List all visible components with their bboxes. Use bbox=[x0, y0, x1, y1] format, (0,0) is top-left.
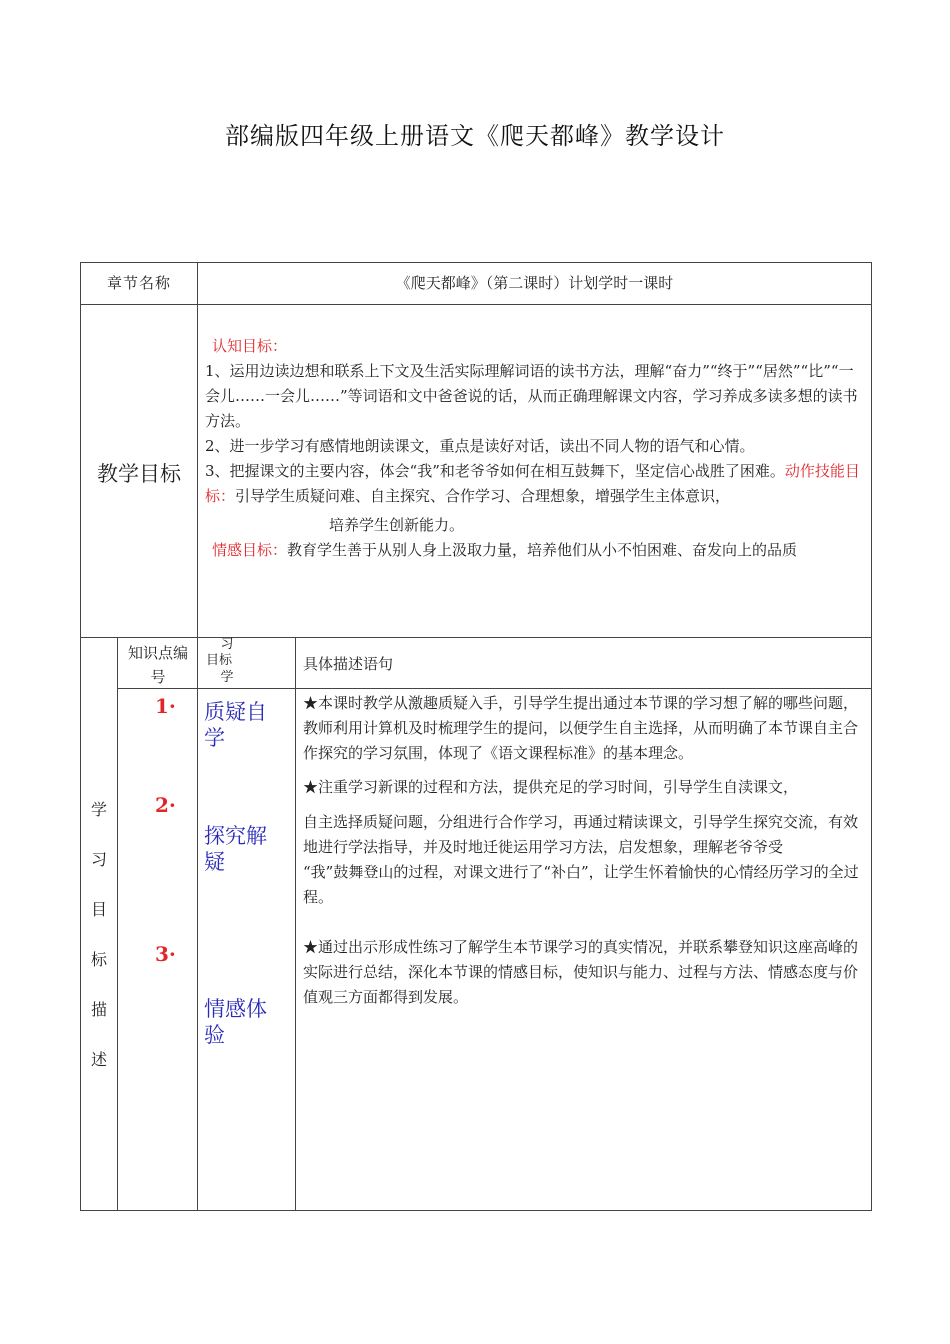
header-knowledge-point: 知识点编号 bbox=[128, 644, 189, 686]
table-divider bbox=[197, 637, 198, 1211]
motor-goal-text: 引导学生质疑问难、自主探究、合作学习、合理想象，增强学生主体意识， bbox=[235, 487, 731, 505]
knowledge-point-3: 情感体验 bbox=[204, 997, 267, 1047]
table-border-bottom bbox=[80, 1210, 872, 1211]
knowledge-number-2: 2· bbox=[155, 793, 176, 817]
table-divider bbox=[295, 637, 296, 1211]
emotion-goal-label: 情感目标： bbox=[212, 541, 288, 559]
side-label-char: 述 bbox=[90, 1050, 107, 1069]
cognitive-goal-label: 认知目标： bbox=[212, 337, 288, 355]
header-description: 具体描述语句 bbox=[303, 655, 394, 673]
side-label-char: 学 bbox=[90, 800, 107, 819]
table-border-top bbox=[80, 262, 872, 263]
header-level-bottom: 学 bbox=[220, 670, 234, 685]
chapter-label: 章节名称 bbox=[106, 274, 171, 292]
side-label-char: 目 bbox=[90, 900, 107, 919]
knowledge-number-1: 1· bbox=[155, 694, 176, 718]
header-level-mid: 目标 bbox=[205, 653, 232, 668]
table-border-right bbox=[871, 262, 872, 1211]
table-divider bbox=[197, 262, 198, 638]
descriptions bbox=[303, 691, 865, 1018]
knowledge-number-3: 3· bbox=[155, 942, 176, 966]
motor-goal-continuation: 培养学生创新能力。 bbox=[329, 516, 465, 534]
description-3: ★通过出示形成性练习了解学生本节课学习的真实情况，并联系攀登知识这座高峰的实际进行总结，深化本节课的情感目标，使知识与能力、过程与方法、情感态度与价值观三方面都得到发展。 bbox=[303, 938, 859, 1006]
document-title: 部编版四年级上册语文《爬天都峰》教学设计 bbox=[225, 122, 725, 150]
description-2c: “我”鼓舞登山的过程，对课文进行了“补白”，让学生怀着愉快的心情经历学习的全过程。 bbox=[303, 863, 859, 906]
goal-item-2: 2、进一步学习有感情地朗读课文，重点是读好对话，读出不同人物的语气和心情。 bbox=[205, 437, 755, 455]
goals-label: 教学目标 bbox=[97, 462, 181, 486]
header-level-top: 习 bbox=[220, 637, 234, 652]
knowledge-point-1: 质疑自学 bbox=[204, 700, 267, 750]
motor-goal-label: 动作技能目标： bbox=[205, 462, 860, 505]
learning-side-label bbox=[80, 797, 118, 1097]
description-2a: ★注重学习新课的过程和方法，提供充足的学习时间，引导学生自渎课文， bbox=[303, 778, 799, 796]
goals-content bbox=[205, 334, 863, 563]
side-label-char: 习 bbox=[90, 850, 107, 869]
side-label-char: 描 bbox=[90, 1000, 107, 1019]
side-label-char: 标 bbox=[90, 950, 107, 969]
description-2b: 自主选择质疑问题，分组进行合作学习，再通过精读课文，引导学生探究交流，有效地进行学法指导，并及时地迁徙运用学习方法，启发想象，理解老爷爷受 bbox=[303, 813, 859, 856]
table-divider bbox=[80, 304, 872, 305]
knowledge-point-2: 探究解疑 bbox=[204, 824, 267, 874]
table-divider bbox=[117, 688, 872, 689]
chapter-value: 《爬天都峰》（第二课时）计划学时一课时 bbox=[395, 274, 674, 292]
emotion-goal-text: 教育学生善于从别人身上汲取力量，培养他们从小不怕困难、奋发向上的品质 bbox=[287, 541, 798, 559]
description-1: ★本课时教学从激趣质疑入手，引导学生提出通过本节课的学习想了解的哪些问题，教师利用计算机及时梳理学生的提问，以便学生自主选择，从而明确了本节课自主合作探究的学习氛围，体现了《语文课程标准》的基本理念。 bbox=[303, 694, 859, 762]
goal-item-1: 1、运用边读边想和联系上下文及生活实际理解词语的读书方法，理解“奋力”“终于”“居然”“比”“一会儿……一会儿……”等词语和文中爸爸说的话，从而正确理解课文内容，学习养成多读多想的读书方法。 bbox=[205, 362, 858, 430]
goal-item-3: 3、把握课文的主要内容，体会“我”和老爷爷如何在相互鼓舞下，坚定信心战胜了困难。 bbox=[205, 462, 785, 480]
